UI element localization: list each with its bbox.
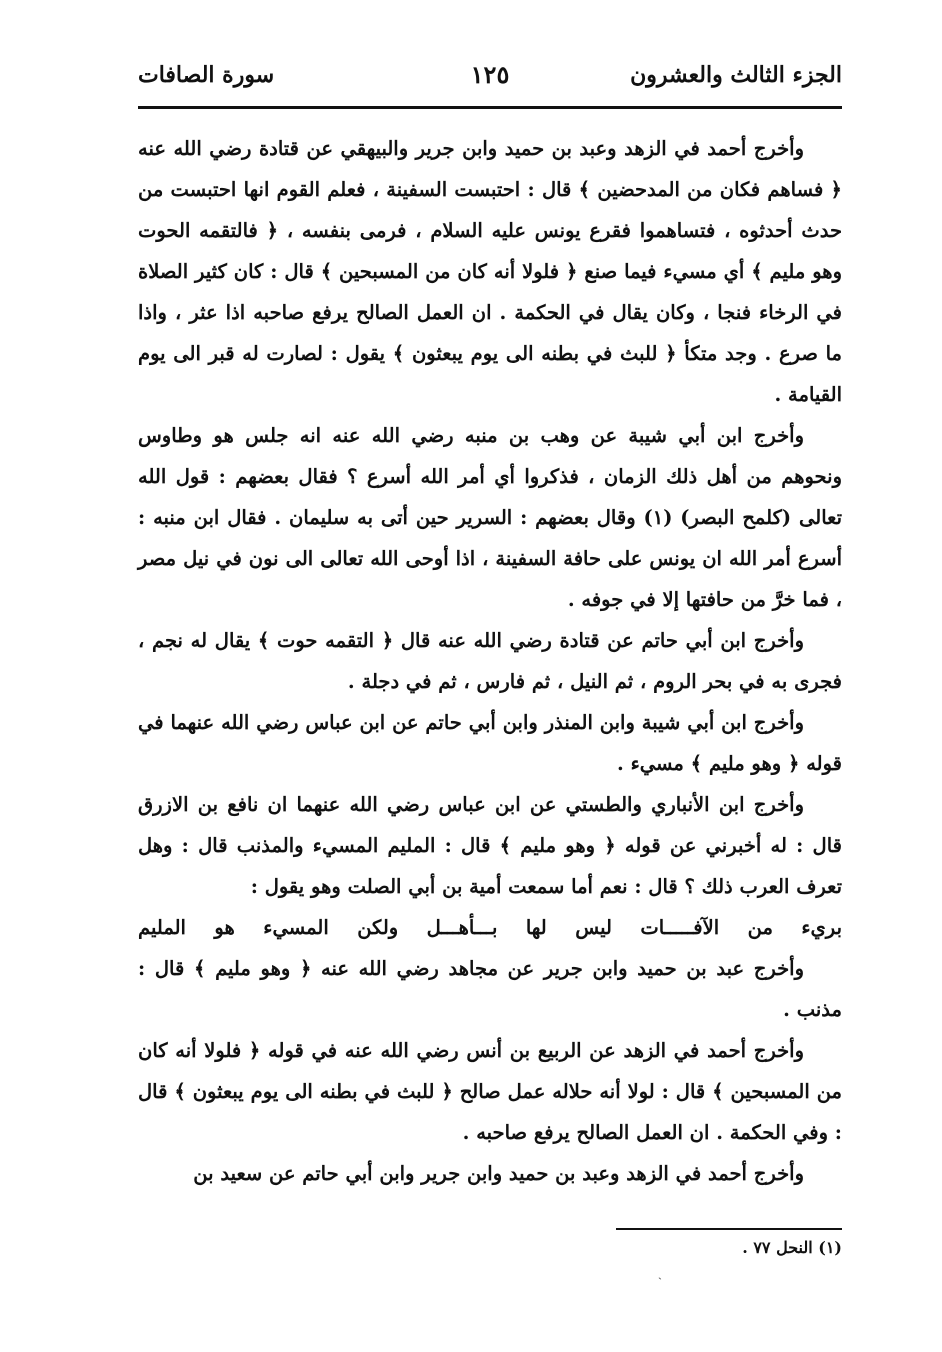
paragraph: وأخرج ابن الأنباري والطستي عن ابن عباس رضي الله عنهما ان نافع بن الازرق قال : له أخبرني عن قوله ﴿ وهو مليم ﴾ قال : المليم المسيء والمذنب قال : وهل تعرف العرب ذلك ؟ قال : نعم أما سمعت أمية بن أبي الصلت وهو يقول : <box>138 793 842 898</box>
scan-mark: ˎ <box>658 1266 662 1280</box>
running-header <box>138 58 842 98</box>
main-text <box>138 128 842 1194</box>
paragraph: وأخرج أحمد في الزهد وعبد بن حميد وابن جرير والبيهقي عن قتادة رضي الله عنه ﴿ فساهم فكان من المدحضين ﴾ قال : احتبست السفينة ، فعلم القوم انها احتبست من حدث أحدثوه ، فتساهموا فقرع يونس عليه السلام ، فرمى بنفسه ، ﴿ فالتقمه الحوت وهو مليم ﴾ أي مسيء فيما صنع ﴿ فلولا أنه كان من المسبحين ﴾ قال : كان كثير الصلاة في الرخاء فنجا ، وكان يقال في الحكمة . ان العمل الصالح يرفع صاحبه اذا عثر ، واذا ما صرع . وجد متكأ ﴿ للبث في بطنه الى يوم يبعثون ﴾ يقول : لصارت له قبر الى يوم القيامة . <box>138 137 842 406</box>
surah-title: سورة الصافات <box>138 62 275 88</box>
footnote: (١) النحل ٧٧ . <box>742 1238 842 1257</box>
paragraph: وأخرج أحمد في الزهد وعبد بن حميد وابن جرير وابن أبي حاتم عن سعيد بن <box>193 1162 804 1185</box>
header-divider <box>138 106 842 109</box>
paragraph: وأخرج ابن أبي حاتم عن قتادة رضي الله عنه قال ﴿ التقمه حوت ﴾ يقال له نجم ، فجرى به في بحر الروم ، ثم النيل ، ثم فارس ، ثم في دجلة . <box>138 629 842 693</box>
paragraph: وأخرج أحمد في الزهد عن الربيع بن أنس رضي الله عنه في قوله ﴿ فلولا أنه كان من المسبحين ﴾ قال : لولا أنه حلاله عمل صالح ﴿ للبث في بطنه الى يوم يبعثون ﴾ قال : وفي الحكمة . ان العمل الصالح يرفع صاحبه . <box>138 1039 842 1144</box>
paragraph: وأخرج عبد بن حميد وابن جرير عن مجاهد رضي الله عنه ﴿ وهو مليم ﴾ قال : مذنب . <box>138 957 842 1021</box>
part-title: الجزء الثالث والعشرون <box>630 62 842 88</box>
footnote-divider <box>616 1228 842 1230</box>
paragraph: وأخرج ابن أبي شيبة عن وهب بن منبه رضي الله عنه انه جلس هو وطاوس ونحوهم من أهل ذلك الزمان ، فذكروا أي أمر الله أسرع ؟ فقال بعضهم : قول الله تعالى (كلمح البصر) (١) وقال بعضهم : السرير حين أتى به سليمان . فقال ابن منبه : أسرع أمر الله ان يونس على حافة السفينة ، اذا أوحى الله تعالى الى نون في نيل مصر ، فما خرَّ من حافتها إلا في جوفه . <box>138 424 842 611</box>
paragraph: وأخرج ابن أبي شيبة وابن المنذر وابن أبي حاتم عن ابن عباس رضي الله عنهما في قوله ﴿ وهو مليم ﴾ مسيء . <box>138 711 842 775</box>
poetry-verse: بريء من الآفـــــات ليس لها بـــأهـــل ولكن المسيء هو المليم <box>138 916 842 939</box>
page-number: ١٢٥ <box>470 60 510 89</box>
